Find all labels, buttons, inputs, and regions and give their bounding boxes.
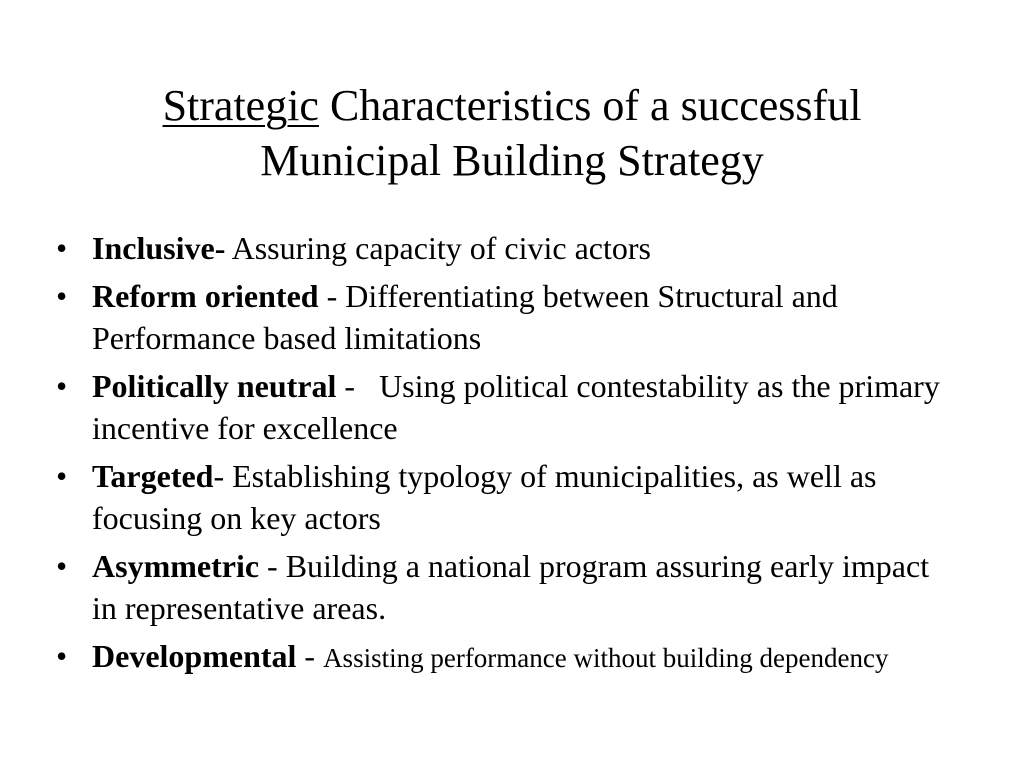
bullet-item-inclusive [0,227,1024,269]
bullet-separator: - [318,278,346,314]
bullet-item-targeted [0,455,1024,539]
slide-title [60,78,964,188]
bullet-list [0,227,1024,683]
bullet-dot: • [56,278,68,314]
bullet-term: Reform oriented [92,278,319,314]
bullet-dot: • [56,458,68,494]
bullet-text: Assuring capacity of civic actors [231,230,651,266]
bullet-term: Inclusive- [92,230,226,266]
bullet-text: Assisting performance without building dependency [323,643,889,673]
bullet-term: Targeted [92,458,214,494]
title-line1-rest: Characteristics of a successful [318,81,862,130]
title-line2: Municipal Building Strategy [260,136,764,185]
bullet-separator: - [213,458,233,494]
bullet-separator: - [296,638,324,674]
bullet-text: Using political contestability as the primary incentive for excellence [92,368,940,446]
bullet-dot: • [56,368,68,404]
bullet-text: Establishing typology of municipalities, as well as focusing on key actors [92,458,877,536]
bullet-dot: • [56,230,68,266]
bullet-term: Developmental [92,638,297,674]
bullet-item-asymmetric [0,545,1024,629]
bullet-separator: - [259,548,286,584]
bullet-separator: - [336,368,380,404]
bullet-dot: • [56,548,68,584]
bullet-item-reform-oriented [0,275,1024,359]
title-underlined-word: Strategic [162,81,319,130]
bullet-text: Building a national program assuring early impact in representative areas. [92,548,930,626]
bullet-item-developmental [0,635,1024,677]
bullet-item-politically-neutral [0,365,1024,449]
bullet-term: Politically neutral [92,368,337,404]
bullet-term: Asymmetric [92,548,260,584]
bullet-dot: • [56,638,68,674]
bullet-text: Differentiating between Structural and Performance based limitations [92,278,838,356]
